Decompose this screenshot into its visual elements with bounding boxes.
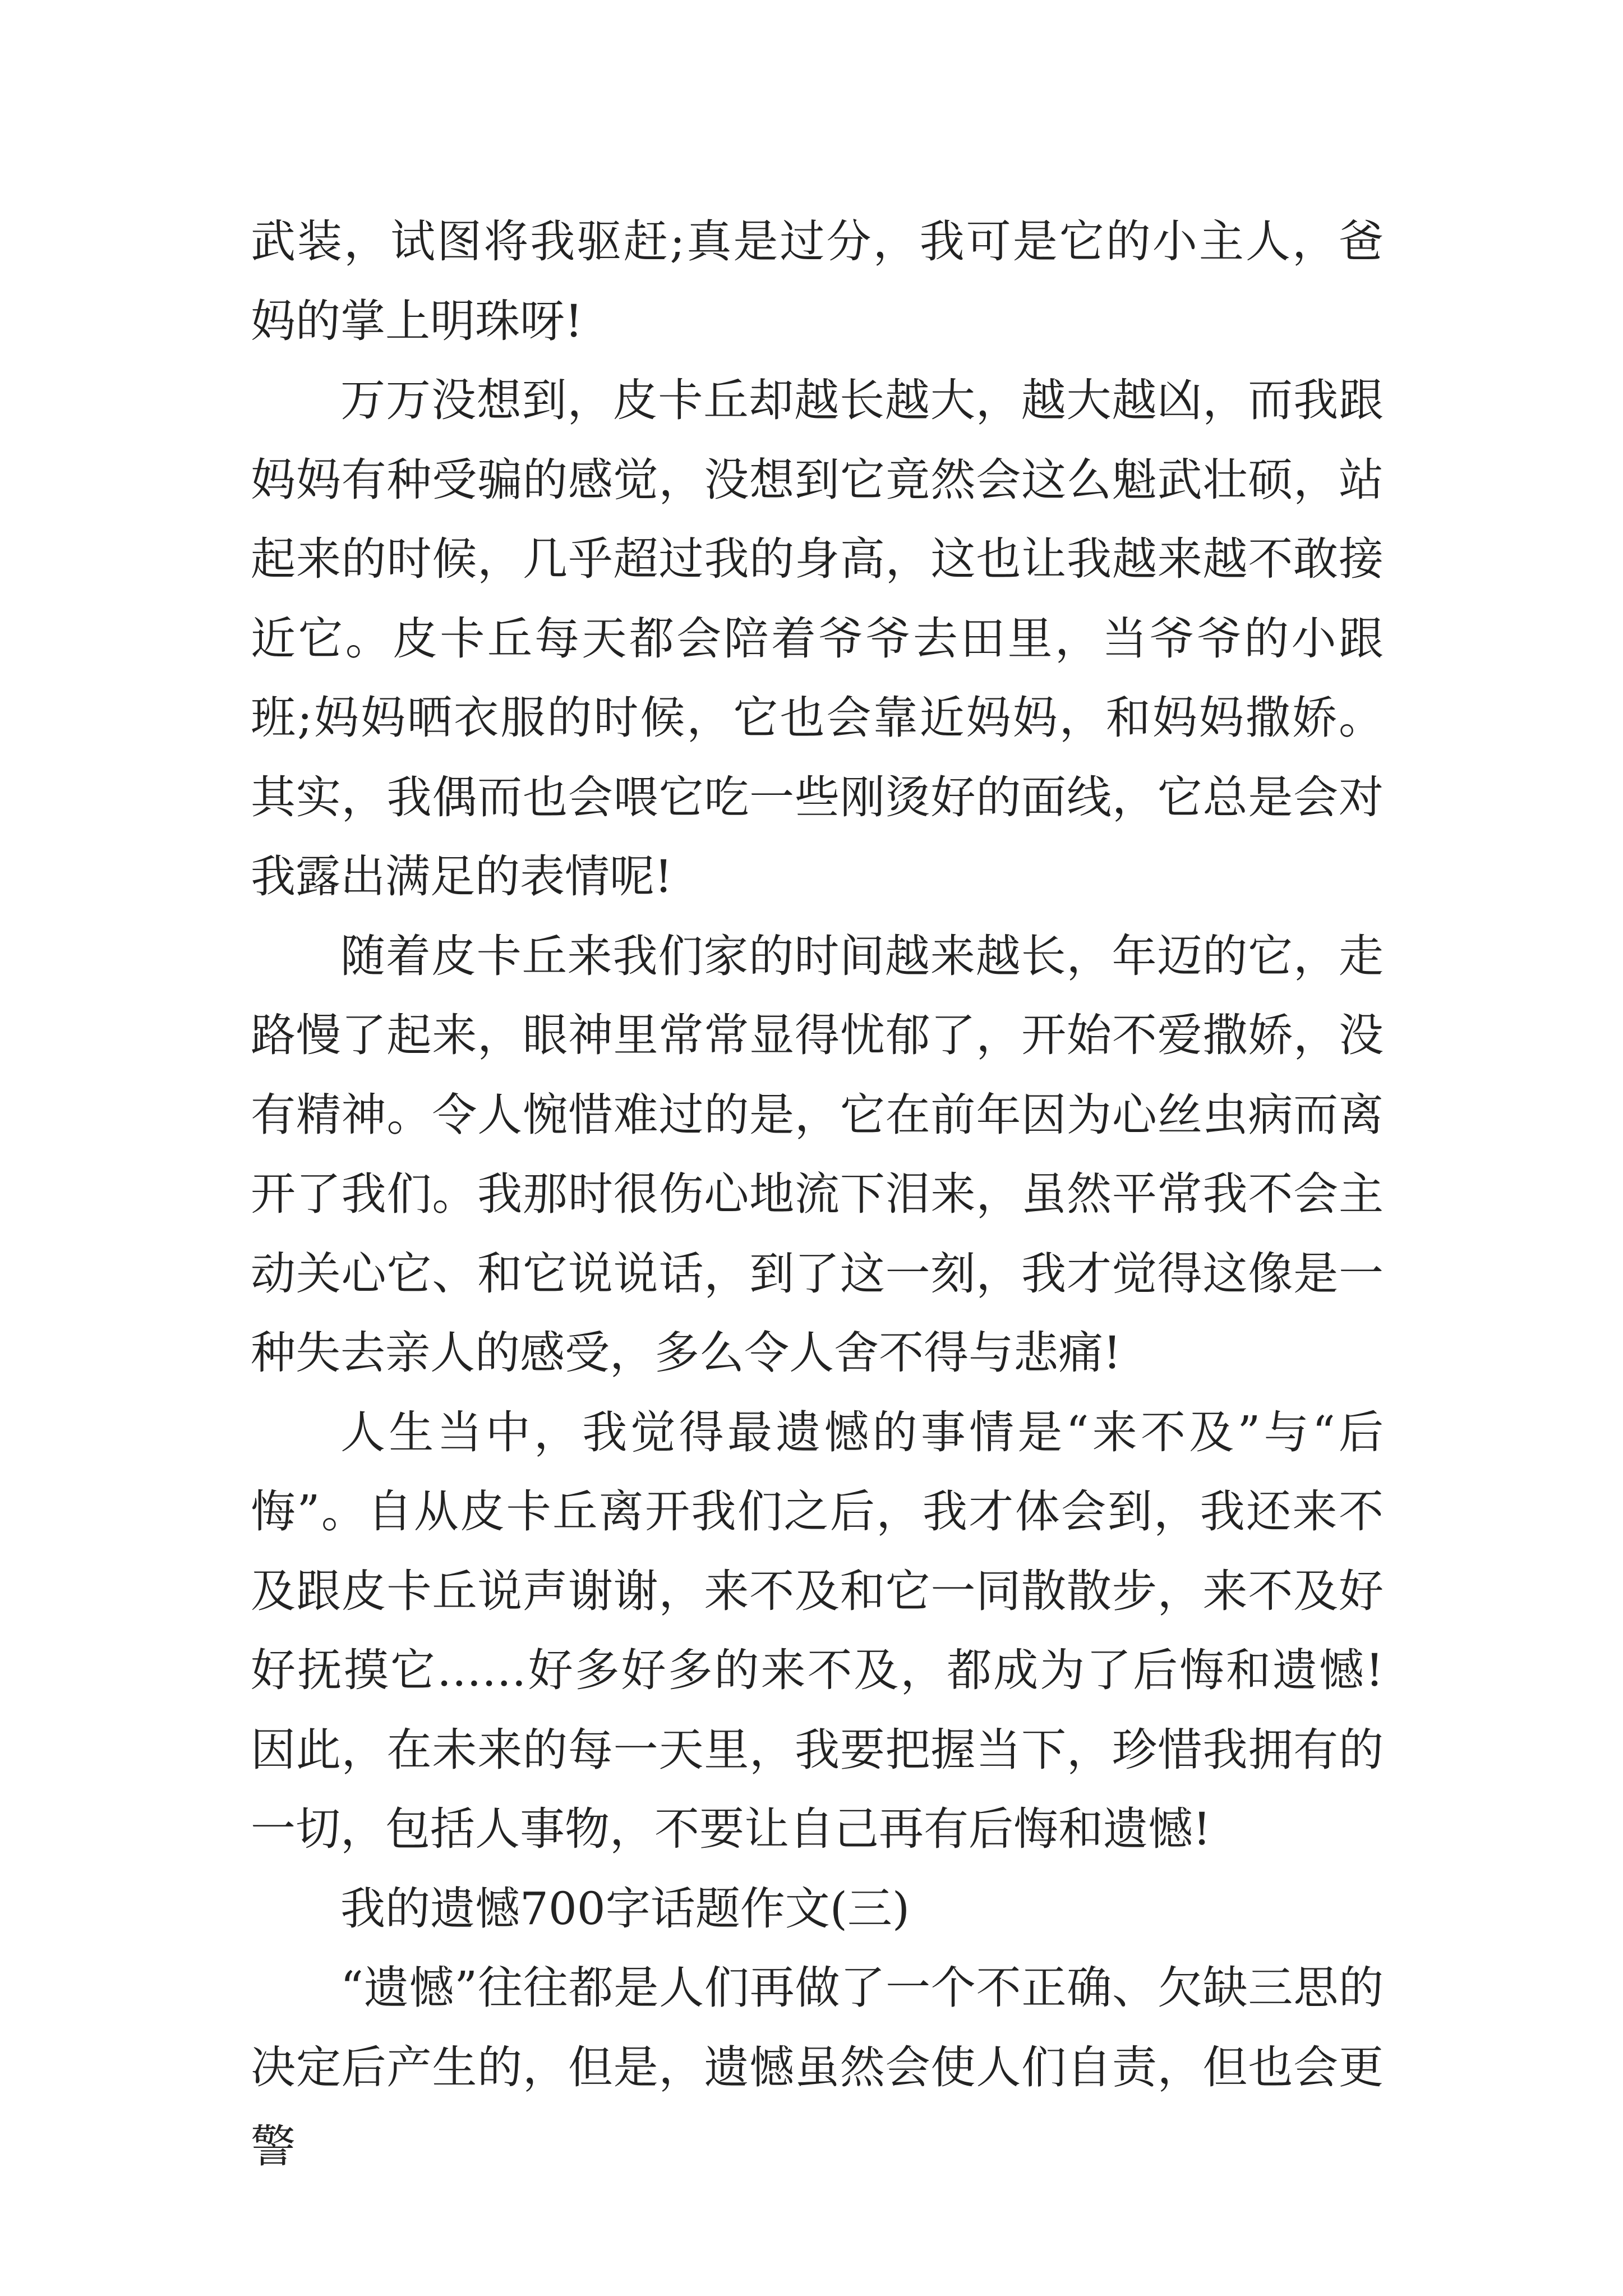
paragraph-continued: 武装，试图将我驱赶;真是过分，我可是它的小主人，爸妈的掌上明珠呀! [251, 215, 1384, 347]
document-body [251, 202, 1384, 2187]
paragraph-pikachu-growing: 万万没想到，皮卡丘却越长越大，越大越凶，而我跟妈妈有种受骗的感觉，没想到它竟然会这么魁武壮硕，站起来的时候，几乎超过我的身高，这也让我越来越不敢接近它。皮卡丘每天都会陪着爷爷去田里，当爷爷的小跟班;妈妈晒衣服的时候，它也会靠近妈妈，和妈妈撒娇。其实，我偶而也会喂它吃一些刚烫好的面线，它总是会对我露出满足的表情呢! [251, 374, 1384, 903]
paragraph-pikachu-aging: 随着皮卡丘来我们家的时间越来越长，年迈的它，走路慢了起来，眼神里常常显得忧郁了，开始不爱撒娇，没有精神。令人惋惜难过的是，它在前年因为心丝虫病而离开了我们。我那时很伤心地流下泪来，虽然平常我不会主动关心它、和它说说话，到了这一刻，我才觉得这像是一种失去亲人的感受，多么令人舍不得与悲痛! [251, 930, 1384, 1379]
paragraph-essay-three-intro: “遗憾”往往都是人们再做了一个不正确、欠缺三思的决定后产生的，但是，遗憾虽然会使人们自责，但也会更警 [251, 1962, 1384, 2173]
section-heading: 我的遗憾700字话题作文(三) [340, 1882, 910, 1935]
paragraph-regret-reflection: 人生当中，我觉得最遗憾的事情是“来不及”与“后悔”。自从皮卡丘离开我们之后，我才体会到，我还来不及跟皮卡丘说声谢谢，来不及和它一同散散步，来不及好好抚摸它……好多好多的来不及，都成为了后悔和遗憾!因此，在未来的每一天里，我要把握当下，珍惜我拥有的一切，包括人事物，不要让自己再有后悔和遗憾! [251, 1406, 1384, 1855]
